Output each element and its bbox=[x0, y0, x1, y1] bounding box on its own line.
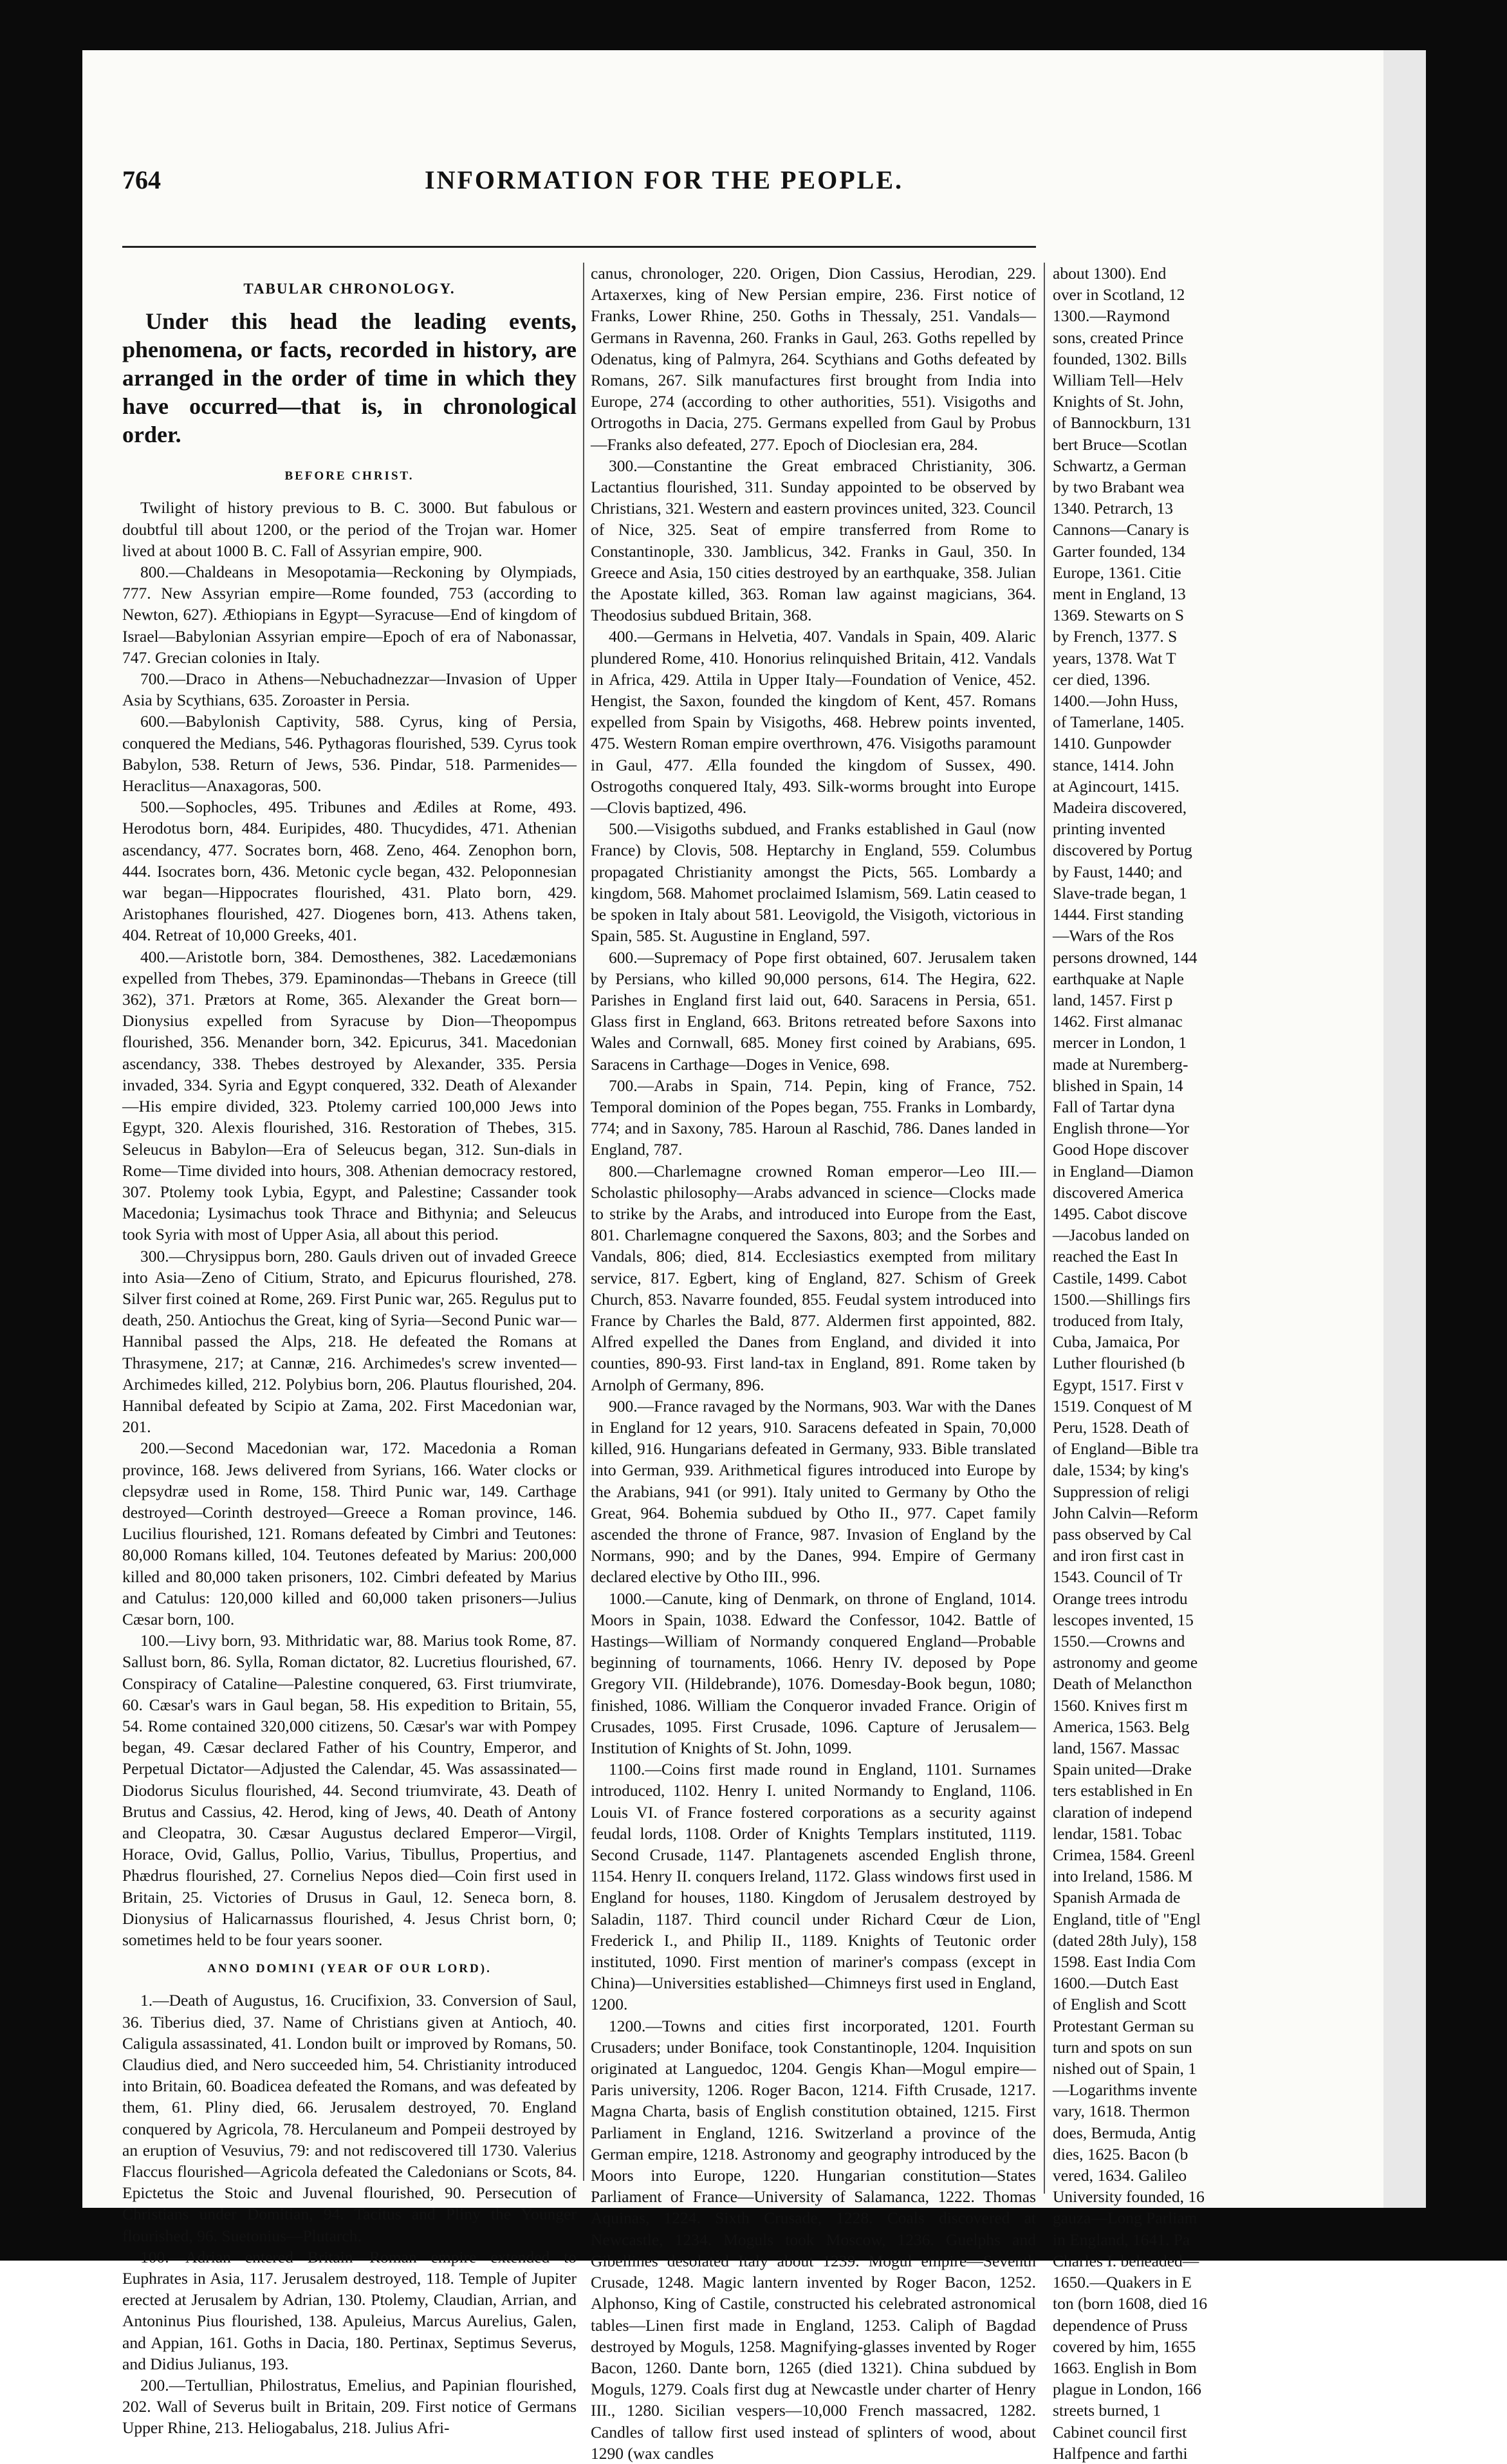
cropped-column-line: persons drowned, 144 bbox=[1053, 947, 1197, 967]
cropped-column-line: 1369. Stewarts on S bbox=[1053, 606, 1184, 625]
cropped-column-line: Spanish Armada de bbox=[1053, 1888, 1181, 1907]
cropped-column-line: dies, 1625. Bacon (b bbox=[1053, 2144, 1188, 2163]
ad-heading: ANNO DOMINI (YEAR OF OUR LORD). bbox=[207, 1962, 492, 1976]
cropped-column-line: 1650.—Quakers in E bbox=[1053, 2273, 1192, 2292]
cropped-column-line: into Ireland, 1586. M bbox=[1053, 1867, 1193, 1886]
cropped-column-line: sons, created Prince bbox=[1053, 328, 1184, 347]
bc-paragraph: 400.—Aristotle born, 384. Demosthenes, 382. Lacedæmonians expelled from Thebes, 379. Epaminondas—Thebans in Greece (till 362), 371. Prætors at Rome, 365. Alexander the Great born—Dionysius expelled from Syracuse by Dion—Theopompus flourished, 356. Menander born, 342. Epicurus, 341. Macedonian ascendancy, 338. Thebes destroyed by Alexander, 335. Persia invaded, 334. Syria and Egypt conquered, 332. Death of Alexander—His empire divided, 323. Ptolemy carried 100,000 Jews into Egypt, 320. Alexis flourished, 316. Restoration of Thebes, 315. Seleucus in Babylon—Era of Seleucus began, 312. Sun-dials in Rome—Time divided into hours, 308. Athenian democracy restored, 307. Ptolemy took Lybia, Egypt, and Palestine; Cassander took Macedonia; Lysimachus took Thrace and Bithynia; and Seleucus took Syria with most of Upper Asia, all about this period. bbox=[122, 947, 577, 1244]
cropped-column-line: turn and spots on sun bbox=[1053, 2037, 1192, 2057]
cropped-column-line: at Agincourt, 1415. bbox=[1053, 776, 1179, 796]
cropped-column-line: Slave-trade began, 1 bbox=[1053, 883, 1187, 902]
cropped-column-line: made at Nuremberg- bbox=[1053, 1054, 1188, 1074]
cropped-column-line: Luther flourished (b bbox=[1053, 1354, 1185, 1373]
cropped-column-line: Garter founded, 134 bbox=[1053, 541, 1186, 561]
cropped-column-line: streets burned, 1 bbox=[1053, 2401, 1161, 2420]
cropped-column-line: England, title of "Engl bbox=[1053, 1909, 1201, 1928]
column-divider bbox=[583, 263, 584, 2181]
chronology-paragraph: 900.—France ravaged by the Normans, 903. War with the Danes in England for 12 years, 910. Saracens defeated in Spain, 70,000 killed, 916. Hungarians defeated in Germany, 933. Bible translated into German, 939. Arithmetical figures introduced into Europe by the Arabians, 941 (or 991). Italy united to Germany by Otho the Great, 964. Bohemia subdued by Otho II., 977. Capet family ascended the throne of France, 987. Invasion of England by the Normans, 990; and by the Danes, 994. Empire of Germany declared elective by Otho III., 996. bbox=[591, 1396, 1036, 1587]
chronology-paragraph: 600.—Supremacy of Pope first obtained, 607. Jerusalem taken by Persians, who killed 90,000 persons, 614. The Hegira, 622. Parishes in England first laid out, 640. Saracens in Persia, 651. Glass first in England, 663. Britons retreated before Saxons into Wales and Cornwall, 685. Money first coined by Arabians, 695. Saracens in Carthage—Doges in Venice, 698. bbox=[591, 947, 1036, 1074]
cropped-column-line: 1543. Council of Tr bbox=[1053, 1567, 1183, 1587]
cropped-column-line: dependence of Pruss bbox=[1053, 2315, 1188, 2335]
cropped-column-line: and iron first cast in bbox=[1053, 1546, 1184, 1565]
cropped-column-line: of Bannockburn, 131 bbox=[1053, 413, 1192, 433]
cropped-column-line: years, 1378. Wat T bbox=[1053, 648, 1176, 667]
cropped-column-line: (dated 28th July), 158 bbox=[1053, 1930, 1197, 1950]
cropped-column-line: Castile, 1499. Cabot bbox=[1053, 1268, 1187, 1287]
cropped-column-line: land, 1567. Massac bbox=[1053, 1739, 1179, 1758]
cropped-column-line: Orange trees introdu bbox=[1053, 1589, 1188, 1608]
ad-paragraph: 200.—Tertullian, Philostratus, Emelius, and Papinian flourished, 202. Wall of Severus built in Britain, 209. First notice of Germans Upper Rhine, 213. Heliogabalus, 218. Julius Afri- bbox=[122, 2376, 577, 2438]
cropped-column-line: 1519. Conquest of M bbox=[1053, 1396, 1192, 1415]
ad-paragraph: 1.—Death of Augustus, 16. Crucifixion, 33. Conversion of Saul, 36. Tiberius died, 37. Name of Christians given at Antioch, 40. Caligula assassinated, 41. London built or improved by Romans, 50. Claudius died, and Nero succeeded him, 54. Christianity introduced into Britain, 60. Boadicea defeated the Romans, and was defeated by them, 61. Pliny died, 66. Jerusalem destroyed, 70. England conquered by Agricola, 78. Herculaneum and Pompeii destroyed by an eruption of Vesuvius, 79: and not rediscovered till 1730. Valerius Flaccus flourished—Agricola defeated the Caledonians or Scots, 84. Epictetus the Stoic and Juvenal flourished, 90. Persecution of Christians under Domitian, 94. Tacitus and Pliny the Younger flourished, 96. Suetonius—Plutarch. bbox=[122, 1991, 577, 2245]
cropped-column-line: by French, 1377. S bbox=[1053, 627, 1178, 646]
cropped-column-line: 1462. First almanac bbox=[1053, 1012, 1183, 1031]
cropped-column-line: by Faust, 1440; and bbox=[1053, 862, 1183, 881]
cropped-column-line: of Tamerlane, 1405. bbox=[1053, 713, 1185, 732]
cropped-column-line: Spain united—Drake bbox=[1053, 1760, 1192, 1779]
cropped-column-line: Egypt, 1517. First v bbox=[1053, 1375, 1184, 1394]
cropped-column-line: ment in England, 13 bbox=[1053, 584, 1186, 604]
section-title: TABULAR CHRONOLOGY. bbox=[243, 281, 456, 297]
cropped-column-line: blished in Spain, 14 bbox=[1053, 1076, 1183, 1095]
scan-border-left bbox=[0, 0, 82, 2261]
cropped-column-line: Cuba, Jamaica, Por bbox=[1053, 1332, 1179, 1352]
bc-heading: BEFORE CHRIST. bbox=[284, 469, 414, 483]
cropped-column-line: Charles I. beheaded— bbox=[1053, 2251, 1199, 2270]
cropped-column-line: astronomy and geome bbox=[1053, 1653, 1198, 1672]
cropped-column-line: stance, 1414. John bbox=[1053, 755, 1174, 774]
cropped-column-line: about 1300). End bbox=[1053, 264, 1167, 283]
cropped-column-line: over in Scotland, 12 bbox=[1053, 285, 1185, 304]
cropped-column-line: 1600.—Dutch East bbox=[1053, 1974, 1179, 1993]
chronology-paragraph: 1100.—Coins first made round in England, 1101. Surnames introduced, 1102. Henry I. united Normandy to England, 1106. Louis VI. of France fostered corporations as a security against feudal lords, 1108. Order of Knights Templars instituted, 1119. Second Crusade, 1147. Plantagenets ascended English throne, 1154. Henry II. conquers Ireland, 1172. Glass windows first used in England for houses, 1180. Kingdom of Jerusalem destroyed by Saladin, 1187. Third council under Richard Cœur de Lion, Frederick I., and Philip II., 1189. Knights of Teutonic order instituted, 1090. First mention of mariner's compass (except in China)—Universities established—Chimneys first used in England, 1200. bbox=[591, 1760, 1036, 2014]
cropped-column-line: of England—Bible tra bbox=[1053, 1439, 1199, 1459]
cropped-column-line: Knights of St. John, bbox=[1053, 392, 1184, 411]
column-divider bbox=[1044, 263, 1045, 2194]
cropped-column-line: 1550.—Crowns and bbox=[1053, 1632, 1185, 1650]
cropped-column-line: —Wars of the Ros bbox=[1053, 926, 1174, 946]
cropped-column-line: discovered by Portug bbox=[1053, 841, 1192, 860]
ad-paragraph: 100.—Adrian entered Britain—Roman empire extended to Euphrates in Asia, 117. Jerusalem destroyed, 118. Temple of Jupiter erected at Jerusalem by Adrian, 130. Ptolemy, Claudian, Arrian, and Antoninus Pius flourished, 138. Apuleius, Marcus Aurelius, Galen, and Appian, 161. Goths in Dacia, 180. Pertinax, Septimus Severus, and Didius Julianus, 193. bbox=[122, 2247, 577, 2373]
cropped-column-line: 1410. Gunpowder bbox=[1053, 734, 1172, 753]
cropped-column-line: 1340. Petrarch, 13 bbox=[1053, 499, 1173, 518]
chronology-paragraph: 700.—Arabs in Spain, 714. Pepin, king of France, 752. Temporal dominion of the Popes began, 755. Franks in Lombardy, 774; and in Saxony, 785. Haroun al Raschid, 786. Danes landed in England, 787. bbox=[591, 1076, 1036, 1159]
cropped-column-line: vary, 1618. Thermon bbox=[1053, 2102, 1190, 2121]
cropped-column-line: America, 1563. Belg bbox=[1053, 1717, 1190, 1736]
column-middle bbox=[591, 263, 1036, 2463]
cropped-column-line: 1598. East India Com bbox=[1053, 1952, 1196, 1972]
cropped-column-line: does, Bermuda, Antig bbox=[1053, 2123, 1196, 2142]
column-right-cropped bbox=[1053, 263, 1465, 2463]
cropped-column-line: troduced from Italy, bbox=[1053, 1311, 1183, 1330]
cropped-column-line: printing invented bbox=[1053, 819, 1165, 839]
cropped-column-line: —Logarithms invente bbox=[1053, 2080, 1197, 2100]
cropped-column-line: Fall of Tartar dyna bbox=[1053, 1097, 1175, 1116]
cropped-column-line: —Jacobus landed on bbox=[1053, 1226, 1190, 1245]
cropped-column-line: covered by him, 1655 bbox=[1053, 2337, 1196, 2356]
cropped-column-line: 1560. Knives first m bbox=[1053, 1695, 1188, 1715]
cropped-column-line: ters established in En bbox=[1053, 1781, 1193, 1800]
cropped-column-line: lendar, 1581. Tobac bbox=[1053, 1824, 1182, 1843]
cropped-column-line: founded, 1302. Bills bbox=[1053, 349, 1187, 368]
chronology-paragraph: 800.—Charlemagne crowned Roman emperor—Leo III.—Scholastic philosophy—Arabs advanced in science—Clocks made to strike by the Arabs, and introduced into Europe from the East, 801. Charlemagne conquered the Saxons, 803; and the Sorbes and Vandals, 806; died, 814. Ecclesiastics exempted from military service, 817. Egbert, king of England, 827. Schism of Greek Church, 853. Navarre founded, 855. Feudal system introduced into France by Charles the Bald, 877. Aldermen first appointed, 882. Alfred expelled the Danes from England, and divided it into counties, 890-93. First land-tax in England, 891. Rome taken by Arnolph of Germany, 896. bbox=[591, 1161, 1036, 1394]
running-head: INFORMATION FOR THE PEOPLE. bbox=[425, 165, 904, 194]
cropped-column-line: Halfpence and farthi bbox=[1053, 2443, 1188, 2463]
chronology-paragraph: 400.—Germans in Helvetia, 407. Vandals in Spain, 409. Alaric plundered Rome, 410. Honorius relinquished Britain, 412. Vandals in Africa, 429. Attila in Upper Italy—Foundation of Venice, 452. Hengist, the Saxon, founded the kingdom of Kent, 457. Romans expelled from Spain by Visigoths, 468. Hebrew points invented, 475. Western Roman empire overthrown, 476. Visigoths paramount in Gaul, 477. Ælla founded the kingdom of Sussex, 490. Ostrogoths conquered Italy, 493. Silk-worms brought into Europe—Clovis baptized, 496. bbox=[591, 627, 1036, 817]
cropped-column-line: nished out of Spain, 1 bbox=[1053, 2059, 1197, 2078]
cropped-column-line: 1400.—John Huss, bbox=[1053, 691, 1178, 711]
cropped-column-line: Europe, 1361. Citie bbox=[1053, 563, 1181, 582]
cropped-column-line: Suppression of religi bbox=[1053, 1482, 1190, 1501]
cropped-column-line: Cabinet council first bbox=[1053, 2422, 1187, 2441]
cropped-column-line: ton (born 1608, died 16 bbox=[1053, 2294, 1208, 2313]
cropped-column-line: English throne—Yor bbox=[1053, 1119, 1190, 1138]
scan-border-top bbox=[0, 0, 1507, 50]
bc-paragraph: Twilight of history previous to B. C. 3000. But fabulous or doubtful till about 1200, or the period of the Trojan war. Homer lived at about 1000 B. C. Fall of Assyrian empire, 900. bbox=[122, 498, 577, 560]
cropped-column-line: lescopes invented, 15 bbox=[1053, 1610, 1194, 1629]
header-rule bbox=[122, 246, 1036, 248]
cropped-column-line: by two Brabant wea bbox=[1053, 478, 1185, 497]
chronology-paragraph: 1000.—Canute, king of Denmark, on throne of England, 1014. Moors in Spain, 1038. Edward the Confessor, 1042. Battle of Hastings—William of Normandy conquered England—Probable beginning of tournaments, 1066. Henry IV. deposed by Pope Gregory VII. (Hildebrande), 1076. Domesday-Book begun, 1080; finished, 1086. William the Conqueror invaded France. Origin of Crusades, 1095. First Crusade, 1096. Capture of Jerusalem—Institution of Knights of St. John, 1099. bbox=[591, 1589, 1036, 1758]
cropped-column-line: earthquake at Naple bbox=[1053, 969, 1184, 988]
cropped-column-line: pass observed by Cal bbox=[1053, 1524, 1192, 1544]
cropped-column-line: University founded, 16 bbox=[1053, 2187, 1205, 2207]
bc-paragraph: 600.—Babylonish Captivity, 588. Cyrus, king of Persia, conquered the Medians, 546. Pythagoras flourished, 539. Cyrus took Babylon, 538. Return of Jews, 536. Pindar, 518. Parmenides—Heraclitus—Anaxagoras, 500. bbox=[122, 712, 577, 796]
cropped-column-line: Protestant German su bbox=[1053, 2016, 1194, 2035]
cropped-column-line: Death of Melancthon bbox=[1053, 1674, 1192, 1694]
cropped-column-line: claration of independ bbox=[1053, 1802, 1192, 1822]
bc-paragraph: 500.—Sophocles, 495. Tribunes and Ædiles at Rome, 493. Herodotus born, 484. Euripides, 480. Thucydides, 471. Athenian ascendancy, 477. Socrates born, 468. Zeno, 464. Zenophon born, 444. Isocrates born, 436. Metonic cycle began, 432. Peloponnesian war began—Hippocrates flourished, 431. Plato born, 429. Aristophanes flourished, 427. Diogenes born, 413. Athens taken, 404. Retreat of 10,000 Greeks, 401. bbox=[122, 798, 577, 945]
chronology-paragraph: 300.—Constantine the Great embraced Christianity, 306. Lactantius flourished, 311. Sunday appointed to be observed by Christians, 321. Western and eastern provinces united, 323. Council of Nice, 325. Seat of empire transferred from Rome to Constantinople, 330. Jamblicus, 342. Franks in Gaul, 350. In Greece and Asia, 150 cities destroyed by an earthquake, 358. Julian the Apostate killed, 363. Roman law against magicians, 364. Theodosius subdued Britain, 368. bbox=[591, 456, 1036, 625]
cropped-column-line: 1495. Cabot discove bbox=[1053, 1204, 1187, 1223]
cropped-column-line: land, 1457. First p bbox=[1053, 990, 1173, 1009]
bc-paragraph: 300.—Chrysippus born, 280. Gauls driven out of invaded Greece into Asia—Zeno of Citium, Strato, and Epicurus flourished, 278. Silver first coined at Rome, 269. First Punic war, 265. Regulus put to death, 250. Antiochus the Great, king of Syria—Second Punic war—Hannibal passed the Alps, 218. He defeated the Romans at Thrasymene, 217; at Cannæ, 216. Archimedes's screw invented—Archimedes killed, 212. Polybius born, 206. Plautus flourished, 204. Hannibal defeated by Scipio at Zama, 202. First Macedonian war, 201. bbox=[122, 1246, 577, 1437]
chronology-paragraph: 500.—Visigoths subdued, and Franks established in Gaul (now France) by Clovis, 508. Heptarchy in England, 559. Columbus propagated Christianity amongst the Picts, 565. Lombardy a kingdom, 568. Mahomet proclaimed Islamism, 569. Latin ceased to be spoken in Italy about 581. Leovigold, the Visigoth, victorious in Spain, 585. St. Augustine in England, 597. bbox=[591, 819, 1036, 946]
cropped-column-line: dale, 1534; by king's bbox=[1053, 1461, 1189, 1480]
chronology-paragraph: canus, chronologer, 220. Origen, Dion Cassius, Herodian, 229. Artaxerxes, king of New Persian empire, 236. First notice of Franks, Lower Rhine, 250. Goths in Thessaly, 251. Vandals—Germans in Ravenna, 260. Franks in Gaul, 263. Goths repelled by Odenatus, king of Palmyra, 264. Scythians and Goths defeated by Romans, 267. Silk manufactures first brought from India into Europe, 274 (according to other authorities, 551). Visigoths and Ortrogoths in Dacia, 275. Germans expelled from Gaul by Probus—Franks also defeated, 277. Epoch of Dioclesian era, 284. bbox=[591, 264, 1036, 454]
intro-paragraph: Under this head the leading events, phenomena, or facts, recorded in history, are arranged in the order of time in which they have occurred—that is, in chronological order. bbox=[122, 308, 577, 448]
cropped-column-line: vered, 1634. Galileo bbox=[1053, 2166, 1187, 2185]
cropped-column-line: William Tell—Helv bbox=[1053, 371, 1183, 390]
cropped-column-line: 1663. English in Bom bbox=[1053, 2358, 1197, 2377]
cropped-column-line: gauza—Long Parliam bbox=[1053, 2208, 1197, 2228]
cropped-column-line: 1500.—Shillings firs bbox=[1053, 1289, 1190, 1309]
cropped-column-line: Schwartz, a German bbox=[1053, 456, 1187, 475]
cropped-column-line: cer died, 1396. bbox=[1053, 669, 1151, 689]
bc-paragraph: 200.—Second Macedonian war, 172. Macedonia a Roman province, 168. Jews delivered from Syrians, 166. Water clocks or clepsydræ used in Rome, 158. Third Punic war, 149. Carthage destroyed—Corinth destroyed—Greece a Roman province, 146. Lucilius flourished, 121. Romans defeated by Cimbri and Teutones: 80,000 Romans killed, 104. Teutones defeated by Marius: 200,000 killed and 80,000 taken prisoners, 102. Cimbri defeated by Marius and Catulus: 120,000 killed and 60,000 taken prisoners—Julius Cæsar born, 100. bbox=[122, 1439, 577, 1629]
cropped-column-line: plague in London, 166 bbox=[1053, 2380, 1201, 2399]
bc-paragraph: 800.—Chaldeans in Mesopotamia—Reckoning by Olympiads, 777. New Assyrian empire—Rome founded, 753 (according to Newton, 627). Æthiopians in Egypt—Syracuse—End of kingdom of Israel—Babylonian Assyrian empire—Epoch of era of Nabonassar, 747. Grecian colonies in Italy. bbox=[122, 563, 577, 667]
cropped-column-line: Cannons—Canary is bbox=[1053, 520, 1189, 539]
cropped-column-line: in England—Diamon bbox=[1053, 1161, 1194, 1181]
page-number: 764 bbox=[122, 165, 161, 194]
bc-paragraph: 700.—Draco in Athens—Nebuchadnezzar—Invasion of Upper Asia by Scythians, 635. Zoroaster in Persia. bbox=[122, 669, 577, 710]
cropped-column-line: Peru, 1528. Death of bbox=[1053, 1417, 1189, 1437]
book-page bbox=[82, 50, 1383, 2463]
cropped-column-line: reached the East In bbox=[1053, 1247, 1178, 1266]
cropped-column-line: 1444. First standing bbox=[1053, 905, 1184, 924]
chronology-paragraph: 1200.—Towns and cities first incorporated, 1201. Fourth Crusaders; under Boniface, took Constantinople, 1204. Inquisition originated at Languedoc, 1204. Gengis Khan—Mogul empire—Paris university, 1206. Roger Bacon, 1214. Fifth Crusade, 1217. Magna Charta, basis of English constitution obtained, 1215. First Parliament in England, 1216. Switzerland a province of the German empire, 1218. Astronomy and geography introduced by the Moors into Europe, 1220. Hungarian constitution—States Parliament of France—University of Salamanca, 1222. Thomas Aquinas, 1224. Sixth Crusade, 1228. Coals discovered at Newcastle, 1234. Moguls took Moscow, 1236. Guelphs and Gibellines desolated Italy about 1239. Mogul empire—Seventh Crusade, 1248. Magic lantern invented by Roger Bacon, 1252. Alphonso, King of Castile, constructed his celebrated astronomical tables—Linen first made in England, 1253. Caliph of Bagdad destroyed by Moguls, 1258. Magnifying-glasses invented by Roger Bacon, 1260. Dante born, 1265 (died 1321). China subdued by Moguls, 1279. Coals first dug at Newcastle under charter of Henry III., 1280. Sicilian vespers—10,000 French massacred, 1282. Candles of tallow first used instead of splinters of wood, about 1290 (wax candles bbox=[591, 2016, 1036, 2463]
column-left bbox=[122, 263, 577, 2438]
page-header bbox=[122, 165, 1030, 210]
cropped-column-line: in England, 1641. Pa bbox=[1053, 2230, 1190, 2249]
cropped-column-line: Madeira discovered, bbox=[1053, 798, 1187, 817]
cropped-column-line: 1300.—Raymond bbox=[1053, 306, 1170, 326]
bc-paragraph: 100.—Livy born, 93. Mithridatic war, 88. Marius took Rome, 87. Sallust born, 86. Sylla, Roman dictator, 82. Lucretius flourished, 67. Conspiracy of Cataline—Palestine conquered, 63. First triumvirate, 60. Cæsar's wars in Gaul began, 58. His expedition to Britain, 55, 54. Rome contained 320,000 citizens, 50. Cæsar's war with Pompey began, 49. Cæsar declared Father of his Country, Emperor, and Perpetual Dictator—Adjusted the Calendar, 45. Was assassinated—Diodorus Siculus flourished, 44. Second triumvirate, 43. Death of Brutus and Cassius, 42. Herod, king of Jews, 40. Death of Antony and Cleopatra, 30. Cæsar Augustus declared Emperor—Virgil, Horace, Ovid, Gallus, Pollio, Varius, Tibullus, Propertius, and Phædrus flourished, 27. Cornelius Nepos died—Coin first used in Britain, 25. Victories of Drusus in Gaul, 12. Seneca born, 8. Dionysius of Halicarnassus flourished, 4. Jesus Christ born, 0; sometimes held to be four years sooner. bbox=[122, 1631, 577, 1950]
cropped-column-line: discovered America bbox=[1053, 1182, 1184, 1202]
cropped-column-line: Good Hope discover bbox=[1053, 1140, 1189, 1159]
cropped-column-line: of English and Scott bbox=[1053, 1995, 1187, 2014]
cropped-column-line: mercer in London, 1 bbox=[1053, 1033, 1187, 1052]
cropped-column-line: Crimea, 1584. Greenl bbox=[1053, 1845, 1195, 1865]
cropped-column-line: bert Bruce—Scotlan bbox=[1053, 434, 1187, 454]
cropped-column-line: John Calvin—Reform bbox=[1053, 1503, 1198, 1522]
